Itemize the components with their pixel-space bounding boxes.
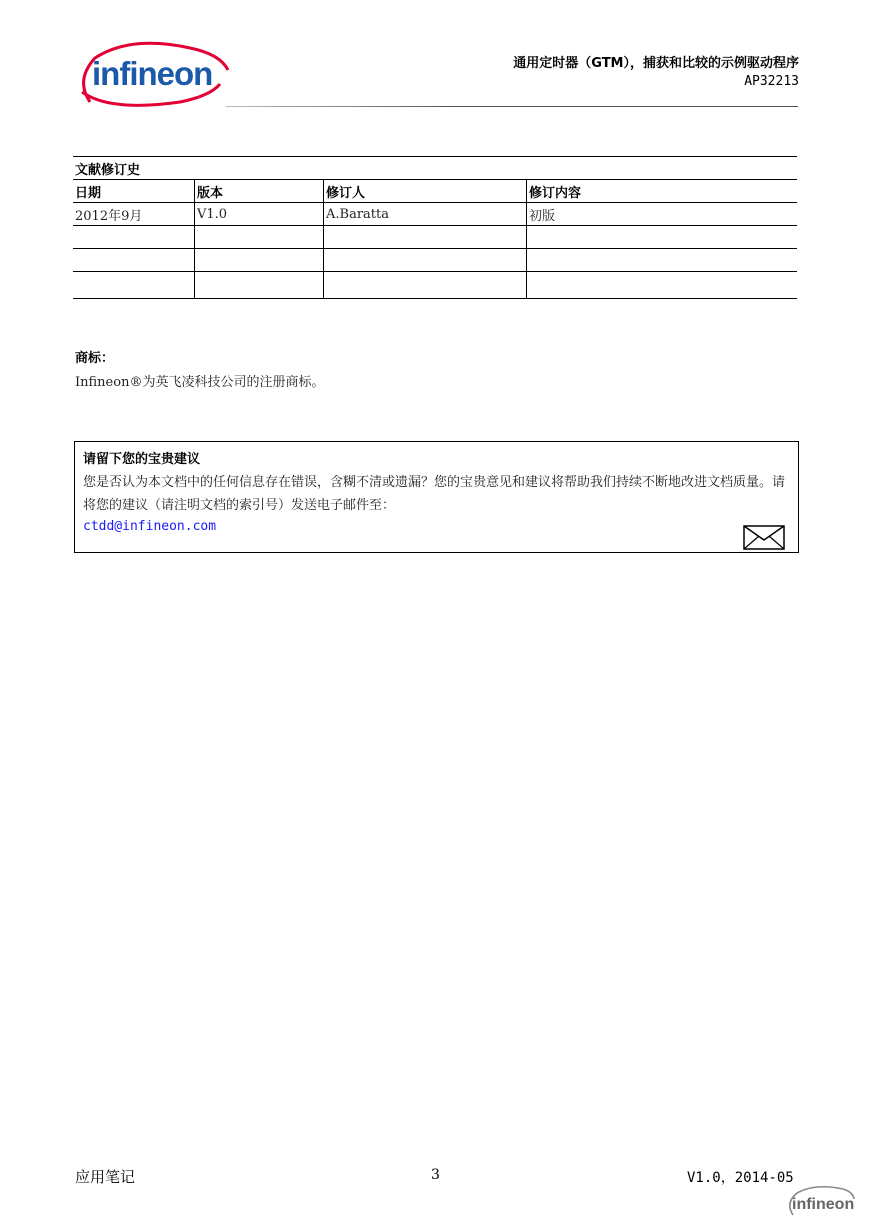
cell-date: 2012年9月 xyxy=(73,203,195,226)
cell-reviser xyxy=(324,249,527,272)
feedback-email-link[interactable]: ctdd@infineon.com xyxy=(83,519,217,534)
column-header-reviser: 修订人 xyxy=(324,180,527,203)
cell-content: 初版 xyxy=(527,203,798,226)
feedback-body: 您是否认为本文档中的任何信息存在错误，含糊不清或遗漏？您的宝贵意见和建议将帮助我们持续不断地改进文档质量。请将您的建议（请注明文档的索引号）发送电子邮件至： xyxy=(83,475,786,513)
envelope-icon[interactable] xyxy=(743,525,785,550)
footer-doc-type: 应用笔记 xyxy=(75,1168,136,1186)
header-rule xyxy=(226,106,798,107)
table-header-row xyxy=(73,180,797,203)
column-header-date: 日期 xyxy=(73,180,195,203)
cell-content xyxy=(527,272,798,299)
svg-text:infineon: infineon xyxy=(92,55,213,92)
column-header-content: 修订内容 xyxy=(527,180,798,203)
page-number: 3 xyxy=(431,1167,440,1183)
cell-content xyxy=(527,226,798,249)
cell-content xyxy=(527,249,798,272)
column-header-version: 版本 xyxy=(195,180,324,203)
table-row xyxy=(73,272,797,299)
table-row xyxy=(73,249,797,272)
document-title: 通用定时器（GTM），捕获和比较的示例驱动程序 xyxy=(513,56,799,71)
feedback-box xyxy=(74,441,799,553)
feedback-title: 请留下您的宝贵建议 xyxy=(83,452,201,467)
table-row xyxy=(73,226,797,249)
table-row xyxy=(73,203,797,226)
footer-version-date: V1.0，2014-05 xyxy=(687,1170,794,1186)
cell-date xyxy=(73,249,195,272)
cell-version xyxy=(195,226,324,249)
trademark-heading: 商标： xyxy=(75,351,115,366)
cell-date xyxy=(73,226,195,249)
cell-date xyxy=(73,272,195,299)
svg-text:infineon: infineon xyxy=(792,1196,855,1213)
cell-version xyxy=(195,249,324,272)
cell-reviser xyxy=(324,272,527,299)
revision-history-caption: 文献修订史 xyxy=(73,157,797,180)
cell-reviser: A.Baratta xyxy=(324,203,527,226)
document-number: AP32213 xyxy=(744,74,799,89)
cell-reviser xyxy=(324,226,527,249)
cell-version xyxy=(195,272,324,299)
infineon-footer-logo xyxy=(785,1185,855,1219)
revision-history-table xyxy=(73,156,797,299)
cell-version: V1.0 xyxy=(195,203,324,226)
infineon-logo xyxy=(70,40,230,110)
trademark-text: Infineon®为英飞凌科技公司的注册商标。 xyxy=(75,375,325,390)
